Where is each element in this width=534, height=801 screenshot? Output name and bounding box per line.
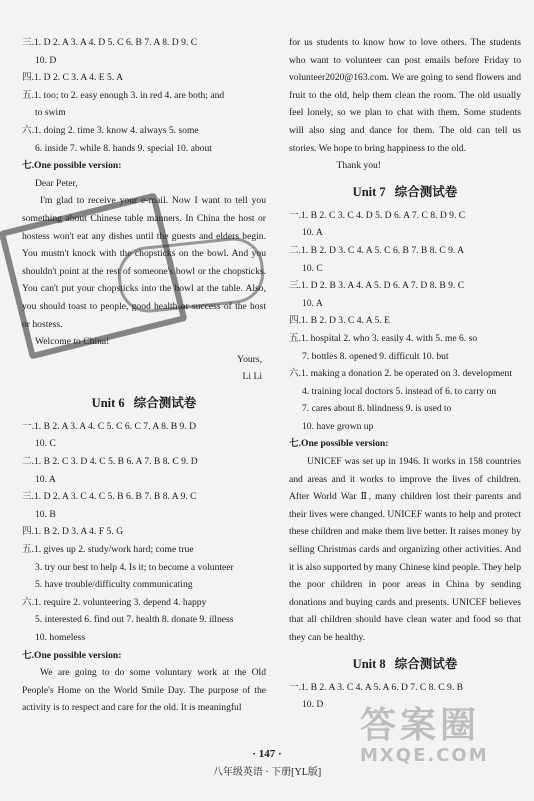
unit7-answer-line: 10. A [302,227,323,239]
unit5-answer-line: 五.1. too; to 2. easy enough 3. in red 4. are both; and [22,89,225,101]
left-column [22,34,266,717]
thanks-line: Thank you! [336,160,381,172]
unit7-answer-line: 10. have grown up [302,420,374,432]
letter-closing: Welcome to China! [35,336,110,348]
watermark-en: MXQE.COM [360,745,489,766]
watermark-logo [360,707,520,771]
unit7-answer-line: 4. training local doctors 5. instead of 6. to carry on [302,385,497,397]
unit7-answer-line: 五.1. hospital 2. who 3. easily 4. with 5. me 6. so [289,332,478,344]
unit7-essay: UNICEF was set up in 1946. It works in 158 countries and areas and it works to improve the lives of children. After World War Ⅱ, many children lost their parents and their lives were changed. UNICEF wants to help and protect these children and make them live better. It raises money by selling Christmas cards and organizing other activities. And it is also supported by many Chinese kind people. They help the poor children in poor areas in China by sending donations and buying cards and presents. UNICEF believes that all children should have clean water and food so that they can be healthy. [289,456,521,643]
unit6-answer-line: 10. B [35,508,56,520]
unit5-answer-line: 6. inside 7. while 8. hands 9. special 10. about [35,142,212,154]
unit6-answer-line: 5. interested 6. find out 7. health 8. donate 9. illness [35,614,234,626]
unit5-answer-line: to swim [35,107,66,119]
unit7-answer-line: 7. cares about 8. blindness 9. is used to [302,403,452,415]
unit7-title-en: Unit 7 [352,184,386,199]
unit8-title-cn: 综合测试卷 [394,656,458,671]
unit6-answer-line: 10. homeless [35,632,86,643]
unit6-answer-line: 10. C [35,438,56,450]
unit5-answer-line: 六.1. doing 2. time 3. know 4. always 5. some [22,124,199,136]
unit6-answer-line: 三.1. D 2. A 3. C 4. C 5. B 6. B 7. B 8. A 9. C [22,491,197,503]
unit7-answer-line: 四.1. B 2. D 3. C 4. A 5. E [289,315,391,327]
unit7-title [289,183,521,201]
unit8-title [289,655,521,673]
unit6-answer-line: 五.1. gives up 2. study/work hard; come true [22,544,194,556]
unit6-answer-line: 七.One possible version: [22,649,122,661]
unit5-answer-line: 七.One possible version: [22,160,122,172]
unit6-answer-line: 3. try our best to help 4. Is it; to become a volunteer [35,561,234,573]
unit6-answer-line: 10. A [35,473,56,485]
unit6-answer-line: 一.1. B 2. A 3. A 4. C 5. C 6. C 7. A 8. B 9. D [22,420,197,432]
unit7-answer-line: 10. C [302,262,323,274]
unit5-answers [22,34,266,175]
unit7-answer-line: 7. bottles 8. opened 9. difficult 10. but [302,350,449,362]
unit7-answer-line: 二.1. B 2. D 3. C 4. A 5. C 6. B 7. B 8. C 9. A [289,244,465,256]
letter-greeting: Dear Peter, [35,177,78,189]
letter-name: Li Li [242,371,262,383]
page-number: · 147 · [252,748,282,760]
unit7-answers [289,207,521,453]
unit7-answer-line: 三.1. D 2. B 3. A 4. A 5. D 6. A 7. D 8. B 9. C [289,280,465,292]
unit6-answer-line: 5. have trouble/difficulty communicating [35,579,193,591]
unit5-answer-line: 四.1. D 2. C 3. A 4. E 5. A [22,72,124,84]
unit6-answer-line: 四.1. B 2. D 3. A 4. F 5. G [22,526,124,538]
unit8-answer-line: 10. D [302,699,324,711]
unit8-title-en: Unit 8 [352,656,386,671]
unit5-answer-line: 10. D [35,54,57,66]
book-subtitle: 八年级英语 · 下册[YL版] [212,767,322,778]
watermark-cn: 答案圈 [360,705,481,746]
unit7-answer-line: 六.1. making a donation 2. be operated on 3. development [289,368,512,380]
unit6-title-en: Unit 6 [91,395,125,410]
unit6-essay-continued: for us students to know how to love others. The students who want to volunteer can post emails before Friday to volunteer2020@163.com. We are going to send flowers and fruit to the old, help them clean the room. The old usually feel lonely, so we plan to chat with them. Some students will also sing and dance for them. The old can tell us stories. We hope to bring happiness to the old. [289,37,521,154]
letter-signoff: Yours, [237,353,262,365]
unit7-answer-line: 七.One possible version: [289,438,389,450]
unit7-answer-line: 10. A [302,297,323,309]
unit8-answer-line: 一.1. B 2. A 3. C 4. A 5. A 6. D 7. C 8. C 9. B [289,681,464,693]
unit6-essay: We are going to do some voluntary work at the Old People's Home on the World Smile Day. The purpose of the activity is to respect and care for the old. It is meaningful [22,667,266,714]
right-column [289,34,521,714]
unit7-answer-line: 一.1. B 2. C 3. C 4. D 5. D 6. A 7. C 8. D 9. C [289,209,466,221]
unit7-title-cn: 综合测试卷 [394,184,458,199]
letter-body: I'm glad to receive your e-mail. Now I want to tell you something about Chinese table manners. In China the host or hostess won't eat any dishes until the guests and elders begin. You mustn't knock with the chopsticks on the bowl. And you shouldn't point at the rest of someone's bowl or the chopsticks. You can't put your chopsticks into the bowl at the table. Also, you should toast to people, good health or success of the host or hostess. [22,195,266,330]
unit5-answer-line: 三.1. D 2. A 3. A 4. D 5. C 6. B 7. A 8. D 9. C [22,37,198,48]
unit6-answers [22,418,266,664]
unit6-title [22,394,266,412]
unit6-title-cn: 综合测试卷 [133,395,197,410]
unit6-answer-line: 二.1. B 2. C 3. D 4. C 5. B 6. A 7. B 8. C 9. D [22,456,198,468]
unit6-answer-line: 六.1. require 2. volunteering 3. depend 4. happy [22,596,207,608]
